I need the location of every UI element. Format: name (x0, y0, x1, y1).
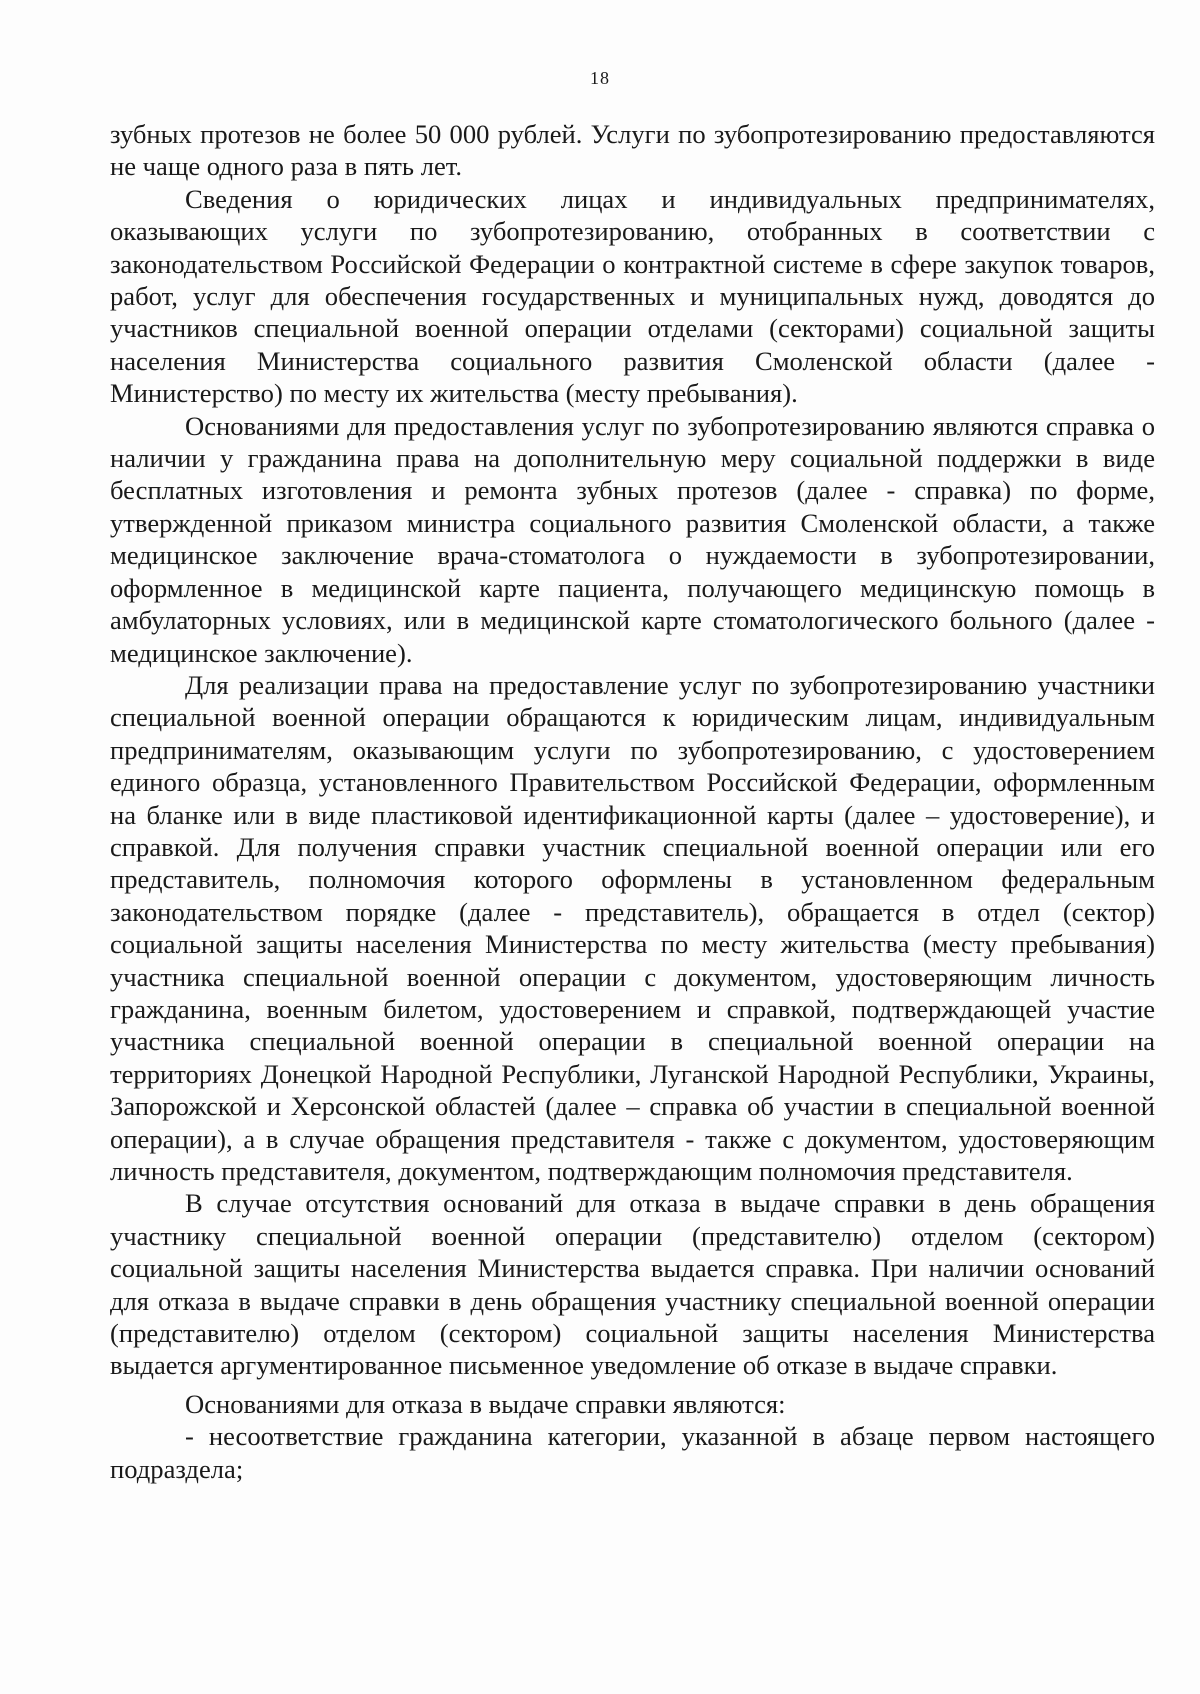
paragraph-grounds-for-services: Основаниями для предоставления услуг по зубопротезированию являются справка о наличии у гражданина права на дополнительную меру социальной поддержки в виде бесплатных изготовления и ремонта зубных протезов (далее - справка) по форме, утвержденной приказом министра социального развития Смоленской области, а также медицинское заключение врача-стоматолога о нуждаемости в зубопротезировании, оформленное в медицинской карте пациента, получающего медицинскую помощь в амбулаторных условиях, или в медицинской карте стоматологического больного (далее - медицинское заключение). (110, 410, 1155, 668)
paragraph-right-realization: Для реализации права на предоставление услуг по зубопротезированию участники специальной военной операции обращаются к юридическим лицам, индивидуальным предпринимателям, оказывающим услуги по зубопротезированию, с удостоверением единого образца, установленного Правительством Российской Федерации, оформленным на бланке или в виде пластиковой идентификационной карты (далее – удостоверение), и справкой. Для получения справки участник специальной военной операции или его представитель, полномочия которого оформлены в установленном федеральным законодательством порядке (далее - представитель), обращается в отдел (сектор) социальной защиты населения Министерства по месту жительства (месту пребывания) участника специальной военной операции с документом, удостоверяющим личность гражданина, военным билетом, удостоверением и справкой, подтверждающей участие участника специальной военной операции в специальной военной операции на территориях Донецкой Народной Республики, Луганской Народной Республики, Украины, Запорожской и Херсонской областей (далее – справка об участии в специальной военной операции), а в случае обращения представителя - также с документом, удостоверяющим личность представителя, документом, подтверждающим полномочия представителя. (110, 669, 1155, 1186)
paragraph-certificate-issuance: В случае отсутствия оснований для отказа в выдаче справки в день обращения участнику специальной военной операции (представителю) отделом (сектором) социальной защиты населения Министерства выдается справка. При наличии оснований для отказа в выдаче справки в день обращения участнику специальной военной операции (представителю) отделом (сектором) социальной защиты населения Министерства выдается аргументированное письменное уведомление об отказе в выдаче справки. (110, 1188, 1155, 1381)
paragraph-continuation: зубных протезов не более 50 000 рублей. Услуги по зубопротезированию предоставляются не чаще одного раза в пять лет. (110, 119, 1155, 182)
paragraph-refusal-grounds-heading: Основаниями для отказа в выдаче справки являются: (185, 1388, 786, 1419)
paragraph-providers-info: Сведения о юридических лицах и индивидуальных предпринимателях, оказывающих услуги по зубопротезированию, отобранных в соответствии с законодательством Российской Федерации о контрактной системе в сфере закупок товаров, работ, услуг для обеспечения государственных и муниципальных нужд, доводятся до участников специальной военной операции отделами (секторами) социальной защиты населения Министерства социального развития Смоленской области (далее - Министерство) по месту их жительства (месту пребывания). (110, 183, 1155, 409)
list-item-refusal-ground: - несоответствие гражданина категории, указанной в абзаце первом настоящего подраздела; (110, 1421, 1155, 1484)
document-body (110, 118, 1155, 1485)
page-number: 18 (590, 68, 610, 88)
